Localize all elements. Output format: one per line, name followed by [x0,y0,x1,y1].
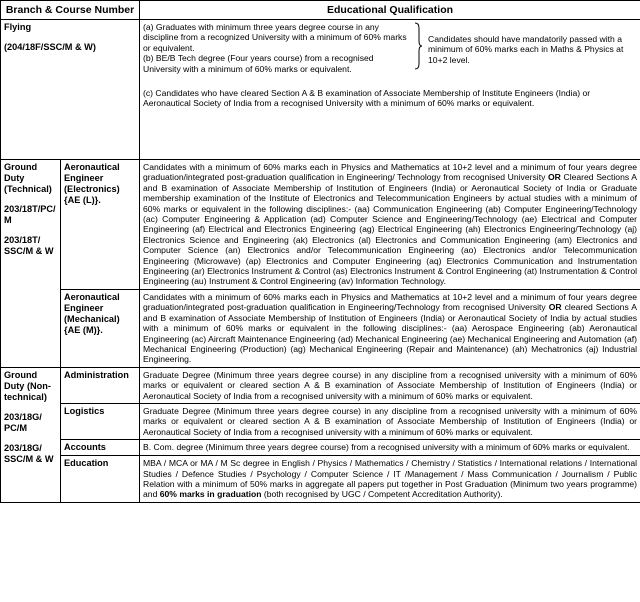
header-branch: Branch & Course Number [1,1,140,20]
header-qualification: Educational Qualification [140,1,640,20]
ae-l-qualification [140,160,640,290]
ae-l-name: Aeronautical Engineer (Electronics) {AE (L)}. [61,160,140,290]
accounts-qualification: B. Com. degree (Minimum three years degree course) from a recognised university with a minimum of 60% marks or equivalent. [140,440,640,456]
administration-qualification: Graduate Degree (Minimum three years degree course) in any discipline from a recognised university with a minimum of 60% marks or equivalent or cleared section A & B examination of Associate Membership of Institution of Engineers (India) or Aeronautical Society of India from a recognised university with a minimum of 60% marks or equivalent. [140,367,640,403]
header-row [1,1,640,20]
flying-branch-name: Flying [4,22,32,32]
ground-technical-code-pc: 203/18T/PC/ M [4,204,56,225]
ground-nontechnical-branch-cell [1,367,61,502]
ground-nontechnical-code-pc: 203/18G/ PC/M [4,411,42,433]
curly-brace-icon [414,22,423,70]
ground-technical-branch-cell [1,160,61,368]
row-logistics [1,403,640,439]
flying-course-code: (204/18F/SSC/M & W) [4,42,96,52]
row-administration [1,367,640,403]
logistics-qualification: Graduate Degree (Minimum three years degree course) in any discipline from a recognised university with a minimum of 60% marks or equivalent or cleared section A & B examination of Associate Membership of Institution of Engineers (India) or Aeronautical Society of India from a recognised university with a minimum of 60% marks or equivalent. [140,403,640,439]
ae-m-text-1: Candidates with a minimum of 60% marks each in Physics and Mathematics at 10+2 level and a minimum of four years degree graduation/integrated post-graduation qualification in Engineering/Technology from recognised University [143,291,638,313]
education-text-1: MBA / MCA or MA / M Sc degree in English / Physics / Mathematics / Chemistry / Statistics / International relations / International Studies / Defence Studies / Psychology / Computer Science / IT /Management / Mass Communication / Journalism / Public Relation with a minimum of 50% marks in aggregate all papers put together in Post Graduation (Minimum two years programme) and [143,458,638,500]
row-accounts [1,440,640,456]
flying-maths-physics-note: Candidates should have mandatorily passed with a minimum of 60% marks each in Maths & Physics at 10+2 level. [428,34,624,65]
ground-technical-code-ssc: 203/18T/ SSC/M & W [4,235,54,256]
education-qualification [140,456,640,503]
ae-m-or: OR [548,302,562,313]
flying-branch-cell [1,20,140,160]
row-flying [1,20,640,160]
ae-m-name: Aeronautical Engineer (Mechanical) {AE (M)}. [61,289,140,367]
accounts-name: Accounts [61,440,140,456]
flying-clause-b: (b) BE/B Tech degree (Four years course) from a recognised University with a minimum of 60% marks or equivalent. [143,53,374,74]
education-bold-graduation: 60% marks in graduation [159,489,262,500]
row-education [1,456,640,503]
flying-qualification-cell [140,20,640,160]
flying-clause-c: (c) Candidates who have cleared Section A & B examination of Associate Membership of Institute Engineers (India) or Aeronautical Society of India from a recognised University with a minimum of 60% marks or equivalent. [143,88,591,109]
ae-l-text-2: Cleared Sections A and B examination of Associate Membership of Institution of Engineers (India) or Aeronautical Society of India or Graduate membership examination of the Institute of Electronics and Telecommunication Engineers by actual studies with a minimum of 60% marks or equivalent in the following disciplines:- (aa) Communication Engineering (ab) Computer Engineering/Technology (ac) Computer Engineering & Application (ad) Computer Science and Engineering/Technology (ae) Electrical and Computer Engineering (af) Electrical and Electronics Engineering (ag) Electrical Engineering (ah) Electronics Engineering/Technology (aj) Electronics Science and Engineering (ak) Electronics (al) Electronics and Communication Engineering (am) Electronics and Computer Science (an) Electronics and/or Telecommunication Engineering (ao) Electronics and/or Telecommunication Engineering (Microwave) (ap) Electronics and Computer Engineering (aq) Electronics Communication and Instrumentation Engineering (ar) Electronics Instrument & Control (as) Electronics Instrument & Control Engineering (at) Instrumentation & Control Engineering (au) Instrument & Control Engineering (av) Information Technology. [143,172,638,287]
ground-nontechnical-branch-name: Ground Duty (Non-technical) [4,369,51,402]
ae-m-text-2: cleared Sections A and B examination of Associate Membership of Institution of Engineers (India) or Aeronautical Society of India by actual studies with a minimum of 60% marks or equivalent in the following disciplines:- (aa) Aerospace Engineering (ab) Aeronautical Engineering (ac) Aircraft Maintenance Engineering (ad) Mechanical Engineering (ae) Mechanical Engineering and Automation (af) Mechanical Engineering (Production) (ag) Mechanical Engineering (Repair and Maintenance) (ah) Mechatronics (aj) Industrial Engineering. [143,302,638,365]
education-name: Education [61,456,140,503]
logistics-name: Logistics [61,403,140,439]
flying-clause-a: (a) Graduates with minimum three years degree course in any discipline from a recognized University with a minimum of 60% marks or equivalent. [143,22,407,53]
ae-l-or: OR [548,172,561,183]
row-ae-l [1,160,640,290]
administration-name: Administration [61,367,140,403]
education-text-2: (both recognised by UGC / Competent Accreditation Authority). [261,489,503,500]
ae-m-qualification [140,289,640,367]
row-ae-m [1,289,640,367]
ground-nontechnical-code-ssc: 203/18G/ SSC/M & W [4,442,54,464]
ae-l-text-1: Candidates with a minimum of 60% marks each in Physics and Mathematics at 10+2 level and a minimum of four years degree graduation/integrated post-graduation qualification in Engineering/ Technology from recognised University [143,162,638,183]
ground-technical-branch-name: Ground Duty (Technical) [4,162,52,194]
